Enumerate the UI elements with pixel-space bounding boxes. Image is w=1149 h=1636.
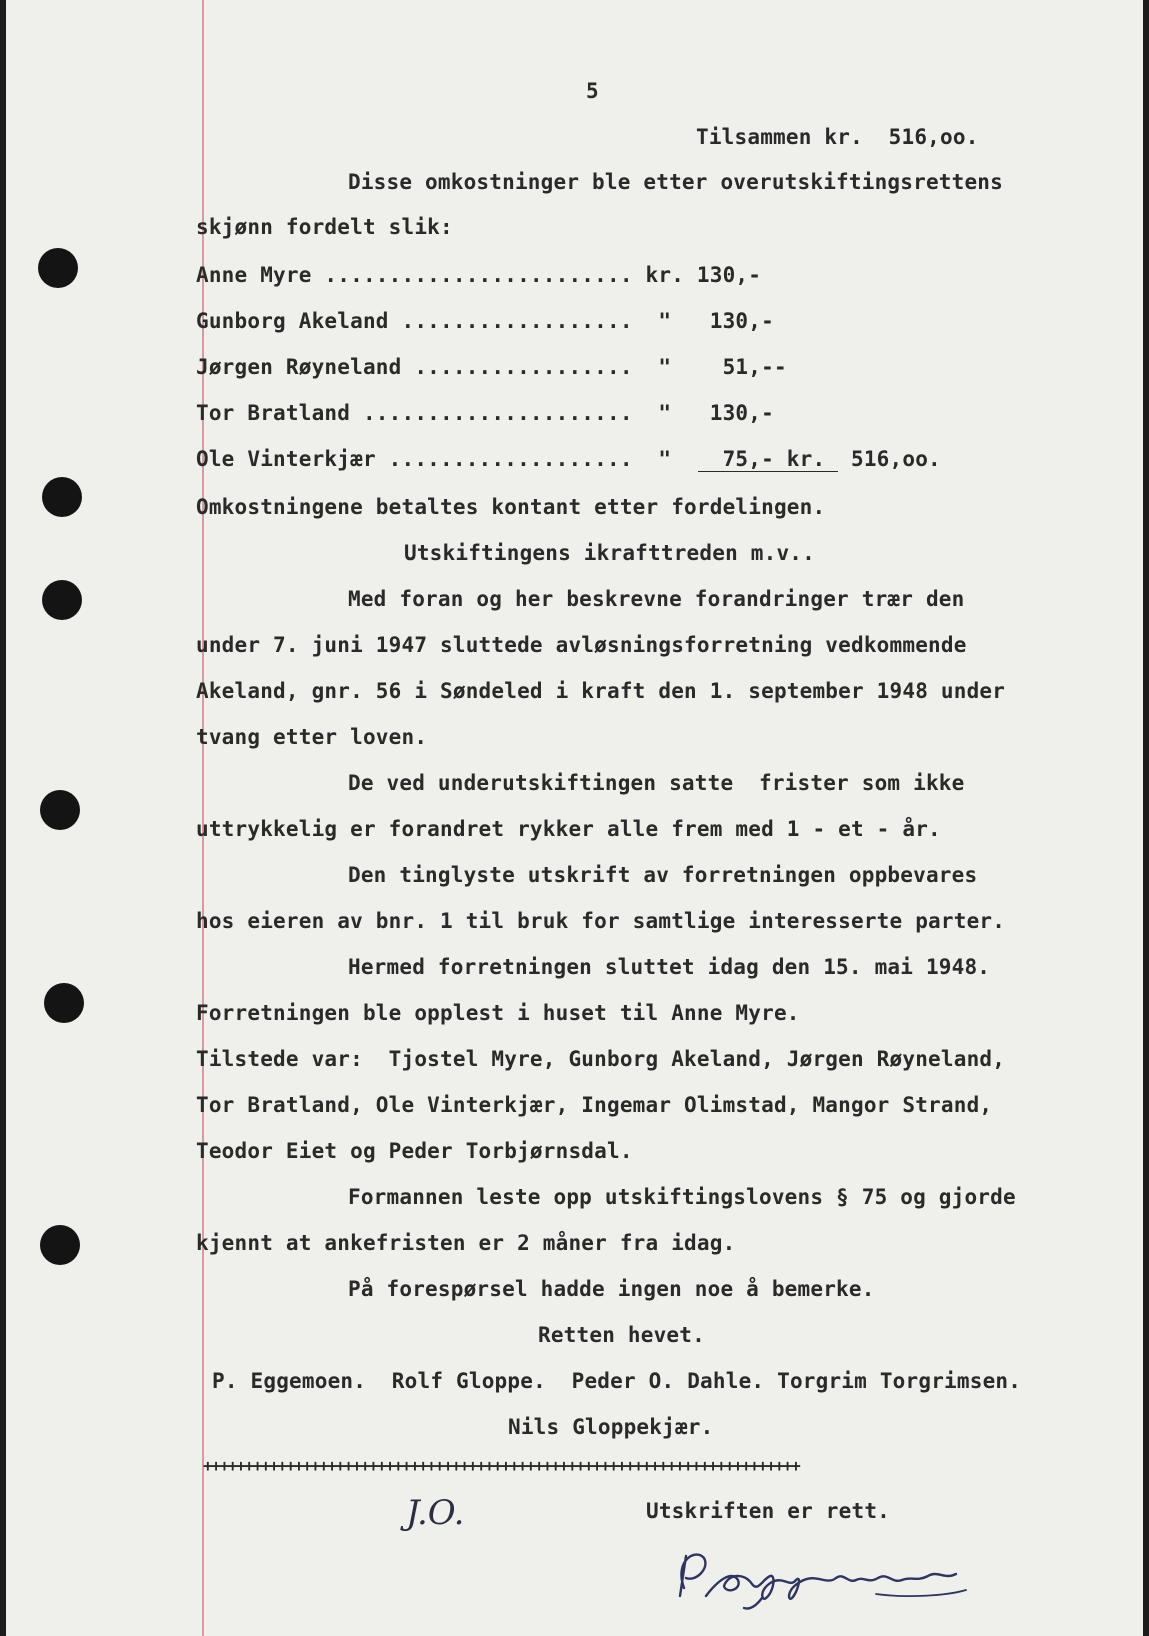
handwritten-initials: J.O. bbox=[406, 1493, 465, 1533]
punch-hole bbox=[40, 790, 80, 830]
punch-hole bbox=[38, 248, 78, 288]
text-line: Tilsammen kr. 516,oo. bbox=[696, 125, 979, 149]
text-line: Disse omkostninger ble etter overutskiftingsrettens bbox=[348, 170, 1003, 194]
text-line: Omkostningene betaltes kontant etter fordelingen. bbox=[196, 495, 826, 519]
punch-hole bbox=[42, 477, 82, 517]
text-line: På forespørsel hadde ingen noe å bemerke. bbox=[348, 1277, 875, 1301]
signatories-line: P. Eggemoen. Rolf Gloppe. Peder O. Dahle. Torgrim Torgrimsen. bbox=[212, 1369, 1022, 1393]
punch-hole bbox=[42, 580, 82, 620]
page-number: 5 bbox=[586, 79, 599, 103]
sum-underline bbox=[698, 471, 838, 472]
text-line: Tilstede var: Tjostel Myre, Gunborg Akeland, Jørgen Røyneland, bbox=[196, 1047, 1006, 1071]
text-line: Formannen leste opp utskiftingslovens § 75 og gjorde bbox=[348, 1185, 1016, 1209]
text-line: Hermed forretningen sluttet idag den 15. mai 1948. bbox=[348, 955, 991, 979]
text-line: Teodor Eiet og Peder Torbjørnsdal. bbox=[196, 1139, 633, 1163]
text-line: Akeland, gnr. 56 i Søndeled i kraft den 1. september 1948 under bbox=[196, 679, 1006, 703]
text-line: Forretningen ble opplest i huset til Anne Myre. bbox=[196, 1001, 800, 1025]
text-line: Den tinglyste utskrift av forretningen oppbevares bbox=[348, 863, 978, 887]
punch-hole bbox=[44, 983, 84, 1023]
text-line: skjønn fordelt slik: bbox=[196, 215, 453, 239]
certification-text: Utskriften er rett. bbox=[646, 1499, 891, 1523]
text-line: Ole Vinterkjær ................... " 75,- kr. 516,oo. bbox=[196, 447, 941, 471]
document-page bbox=[6, 0, 1143, 1636]
text-line: tvang etter loven. bbox=[196, 725, 428, 749]
signatories-line: Nils Gloppekjær. bbox=[508, 1415, 714, 1439]
handwritten-signature bbox=[666, 1540, 996, 1610]
text-line: Anne Myre ........................ kr. 130,- bbox=[196, 263, 762, 287]
text-line: hos eieren av bnr. 1 til bruk for samtlige interesserte parter. bbox=[196, 909, 1006, 933]
text-line: Retten hevet. bbox=[538, 1323, 705, 1347]
text-line: Jørgen Røyneland ................. " 51,-- bbox=[196, 355, 787, 379]
separator-row: ++++++++++++++++++++++++++++++++++++++++++++++++++++++++++++++++++++++++ bbox=[203, 1456, 800, 1475]
text-line: Tor Bratland ..................... " 130,- bbox=[196, 401, 774, 425]
text-line: De ved underutskiftingen satte frister som ikke bbox=[348, 771, 965, 795]
text-line: uttrykkelig er forandret rykker alle frem med 1 - et - år. bbox=[196, 817, 941, 841]
text-line: Med foran og her beskrevne forandringer trær den bbox=[348, 587, 965, 611]
text-line: under 7. juni 1947 sluttede avløsningsforretning vedkommende bbox=[196, 633, 967, 657]
punch-hole bbox=[40, 1225, 80, 1265]
text-line: kjennt at ankefristen er 2 måner fra idag. bbox=[196, 1231, 736, 1255]
text-line: Gunborg Akeland .................. " 130,- bbox=[196, 309, 774, 333]
text-line: Tor Bratland, Ole Vinterkjær, Ingemar Olimstad, Mangor Strand, bbox=[196, 1093, 993, 1117]
section-heading: Utskiftingens ikrafttreden m.v.. bbox=[404, 541, 815, 565]
